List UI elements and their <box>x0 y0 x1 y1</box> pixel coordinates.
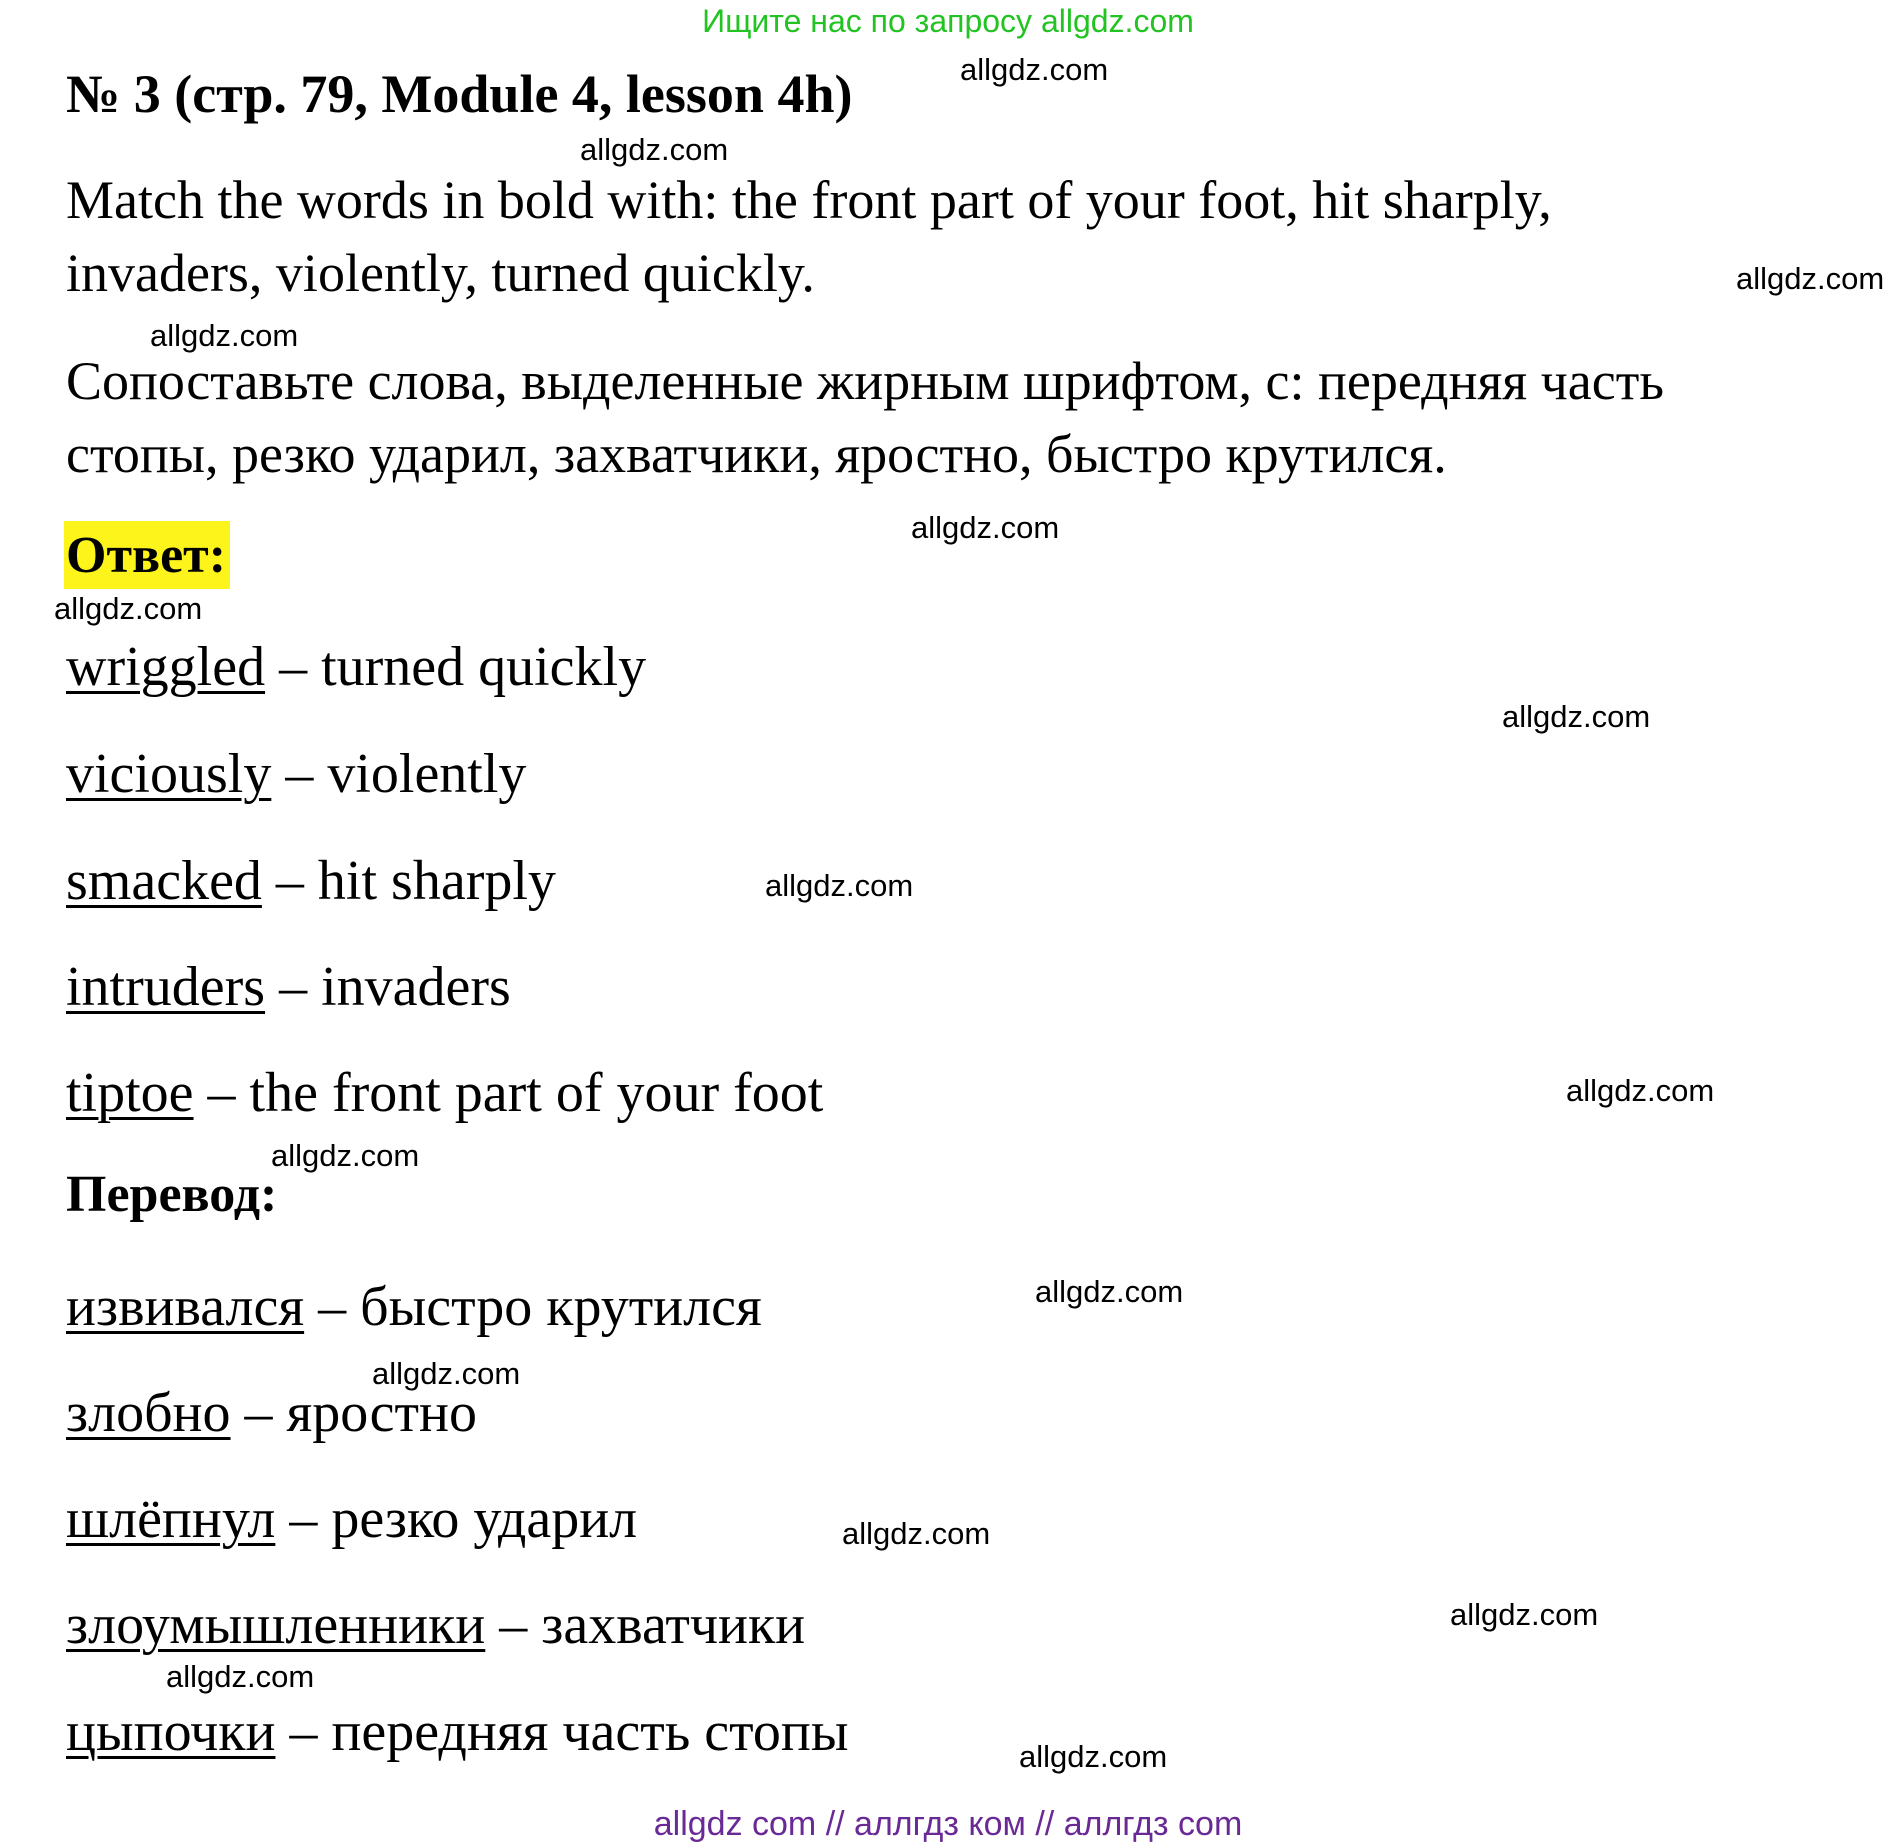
translation-definition: – резко ударил <box>275 1488 638 1550</box>
watermark: allgdz.com <box>372 1356 521 1391</box>
answer-item <box>66 632 646 702</box>
answer-definition: – invaders <box>265 956 511 1018</box>
answer-definition: – hit sharply <box>261 850 556 912</box>
answer-term: viciously <box>66 743 272 805</box>
watermark: allgdz.com <box>1502 699 1651 734</box>
answer-term: wriggled <box>66 636 266 698</box>
answer-heading: Ответ: <box>64 521 230 589</box>
watermark: allgdz.com <box>1019 1739 1168 1774</box>
watermark: allgdz.com <box>54 591 203 626</box>
watermark: allgdz.com <box>580 132 729 167</box>
watermark: allgdz.com <box>911 510 1060 545</box>
top-banner: Ищите нас по запросу allgdz.com <box>702 3 1194 39</box>
answer-term: intruders <box>66 956 266 1018</box>
watermark: allgdz.com <box>1736 261 1885 296</box>
translation-term: цыпочки <box>66 1701 276 1763</box>
translation-term: злоумышленники <box>66 1594 486 1656</box>
translation-definition: – быстро крутился <box>304 1276 762 1338</box>
answer-item <box>66 846 556 916</box>
watermark: allgdz.com <box>1566 1073 1715 1108</box>
translation-item <box>66 1697 848 1767</box>
watermark: allgdz.com <box>1450 1597 1599 1632</box>
answer-definition: – the front part of your foot <box>193 1062 824 1124</box>
translation-item <box>66 1590 805 1660</box>
task-russian-line-1: Сопоставьте слова, выделенные жирным шрифтом, с: передняя часть <box>66 351 1664 411</box>
translation-term: извивался <box>66 1276 305 1338</box>
watermark: allgdz.com <box>960 52 1109 87</box>
answer-item <box>66 952 511 1022</box>
task-english-line-2: invaders, violently, turned quickly. <box>66 243 815 303</box>
translation-definition: – передняя часть стопы <box>275 1701 849 1763</box>
translation-term: шлёпнул <box>66 1488 276 1550</box>
answer-definition: – turned quickly <box>265 636 647 698</box>
task-english-line-1: Match the words in bold with: the front part of your foot, hit sharply, <box>66 170 1552 230</box>
translation-item <box>66 1484 637 1554</box>
translation-definition: – захватчики <box>485 1594 806 1656</box>
translation-heading: Перевод: <box>66 1166 278 1223</box>
exercise-title: № 3 (стр. 79, Module 4, lesson 4h) <box>66 64 853 124</box>
answer-term: smacked <box>66 850 262 912</box>
answer-definition: – violently <box>271 743 527 805</box>
translation-item <box>66 1272 762 1342</box>
answer-item <box>66 739 526 809</box>
translation-definition: – яростно <box>230 1382 477 1444</box>
watermark: allgdz.com <box>271 1138 420 1173</box>
answer-item <box>66 1058 823 1128</box>
answer-term: tiptoe <box>66 1062 194 1124</box>
footer-watermark: allgdz com // аллгдз ком // аллгдз com <box>653 1805 1243 1843</box>
watermark: allgdz.com <box>765 868 914 903</box>
watermark: allgdz.com <box>150 318 299 353</box>
watermark: allgdz.com <box>166 1659 315 1694</box>
task-russian-line-2: стопы, резко ударил, захватчики, яростно, быстро крутился. <box>66 424 1447 484</box>
watermark: allgdz.com <box>842 1516 991 1551</box>
translation-term: злобно <box>66 1382 231 1444</box>
watermark: allgdz.com <box>1035 1274 1184 1309</box>
